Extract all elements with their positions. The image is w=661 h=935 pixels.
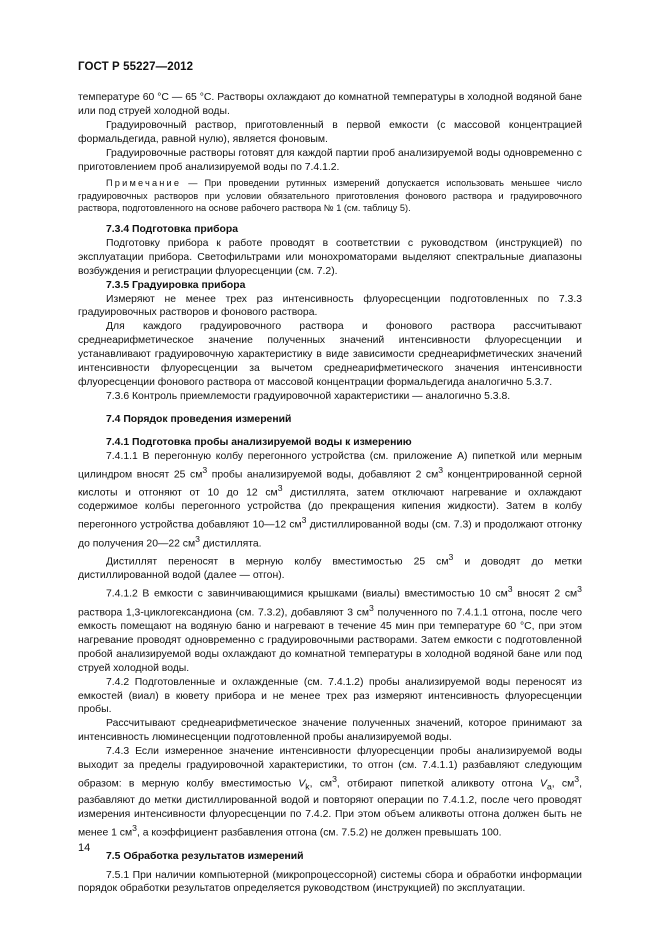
standard-header: ГОСТ Р 55227—2012 [78, 61, 194, 73]
paragraph: Дистиллят переносят в мерную колбу вместимостью 25 $см^3$ и доводят до метки дистиллированной водой (далее — отгон). [78, 551, 582, 582]
paragraph: Подготовку прибора к работе проводят в соответствии с руководством (инструкцией) по эксплуатации прибора. Светофильтрами или монохроматорами выделяют спектральные диапазоны возбуждения и регистрации флуоресценции (см. 7.2). [78, 237, 582, 277]
paragraph: Измеряют не менее трех раз интенсивность флуоресценции подготовленных по 7.3.3 градуировочных растворов и фонового раствора. [78, 293, 582, 319]
paragraph: Рассчитывают среднеарифметическое значение полученных значений, которое принимают за интенсивность люминесценции подготовленной пробы анализируемой воды. [78, 718, 582, 744]
paragraph: 7.4.1.2 В емкости с завинчивающимися крышками (виалы) вместимостью 10 $см^3$ вносят 2 $см^3$ раствора 1,3-циклогександиона (см. 7.3.2), добавляют 3 $см^3$ полученного по 7.4.1.1 отгона, после чего емкость помещают на водяную баню и нагревают в течение 45 мин при температуре 60 °С, при этом нагревание проводят одновременно с градуировочными растворами. Затем емкости с подготовленной пробой анализируемой воды охлаждают до комнатной температуры в холодной водяной бане или под струей холодной воды. [78, 584, 582, 674]
paragraph: 7.5.1 При наличии компьютерной (микропроцессорной) системы сбора и обработки информации порядок обработки результатов определяется руководством (инструкцией) по эксплуатации. [78, 869, 582, 895]
note-text: — При проведении рутинных измерений допускается использовать меньшее число градуировочных растворов при условии обязательного приготовления фонового раствора и градуировочного раствора, подготовленного на основе рабочего раствора № 1 (см. таблицу 5). [78, 178, 582, 213]
paragraph: температуре 60 °С — 65 °С. Растворы охлаждают до комнатной температуры в холодной водяной бане или под струей холодной воды. [78, 92, 582, 117]
section-heading: 7.3.4 Подготовка прибора [106, 224, 239, 236]
note [78, 177, 582, 214]
paragraph: Градуировочные растворы готовят для каждой партии проб анализируемой воды одновременно с приготовлением проб анализируемой воды по 7.4.1.2. [78, 147, 582, 173]
paragraph: 7.4.1.1 В перегонную колбу перегонного устройства (см. приложение А) пипеткой или мерным цилиндром вносят 25 $см^3$ пробы анализируемой воды, добавляют 2 $см^3$ концентрированной серной кислоты и отгоняют от 10 до 12 $см^3$ дистиллята, затем отключают нагревание и охлаждают содержимое колбы перегонного устройства (до прекращения кипения жидкости). Затем в колбу перегонного устройства добавляют 10—12 $см^3$ дистиллированной воды (см. 7.3) и продолжают отгонку до получения 20—22 $см^3$ дистиллята. [78, 450, 582, 550]
document-body [78, 91, 582, 896]
page-number: 14 [78, 842, 91, 854]
section-heading: 7.4.1 Подготовка пробы анализируемой воды к измерению [106, 436, 412, 448]
paragraph: Для каждого градуировочного раствора и фонового раствора рассчитывают среднеарифметическое значение полученных значений интенсивности флуоресценции и устанавливают градуировочную характеристику в виде зависимости среднеарифметических значений интенсивности флуоресценции за вычетом среднеарифметического значения интенсивности флуоресценции фонового раствора от массовой концентрации формальдегида аналогично 5.3.7. [78, 321, 582, 389]
paragraph: 7.4.2 Подготовленные и охлажденные (см. 7.4.1.2) пробы анализируемой воды переносят из емкостей (виал) в кювету прибора и не менее трех раз измеряют интенсивность флуоресценции пробы. [78, 676, 582, 716]
section-heading: 7.5 Обработка результатов измерений [106, 850, 304, 862]
paragraph: 7.4.3 Если измеренное значение интенсивности флуоресценции пробы анализируемой воды выходит за пределы градуировочной характеристики, то отгон (см. 7.4.1.1) разбавляют следующим образом: в мерную колбу вместимостью $V_k$, $см^3$, отбирают пипеткой аликвоту отгона $V_a$, $см^3$, разбавляют до метки дистиллированной водой и повторяют операции по 7.4.1.2, после чего проводят измерения интенсивности флуоресценции по 7.4.2. При этом объем аликвоты отгона должен быть не менее 1 $см^3$, а коэффициент разбавления отгона (см. 7.5.2) не должен превышать 100. [78, 746, 582, 839]
paragraph: Градуировочный раствор, приготовленный в первой емкости (с массовой концентрацией формальдегида, равной нулю), является фоновым. [78, 119, 582, 145]
section-heading: 7.4 Порядок проведения измерений [106, 413, 292, 425]
paragraph: 7.3.6 Контроль приемлемости градуировочной характеристики — аналогично 5.3.8. [106, 390, 511, 402]
note-label: Примечание [106, 178, 182, 189]
section-heading: 7.3.5 Градуировка прибора [106, 279, 246, 291]
